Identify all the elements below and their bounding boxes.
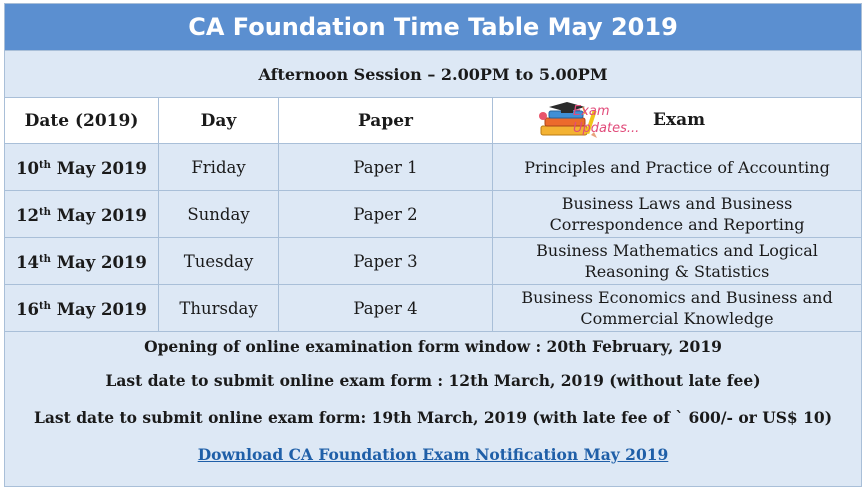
col-header-day: Day	[159, 98, 279, 144]
day-cell: Tuesday	[159, 238, 279, 285]
date-cell: 10th May 2019	[5, 144, 159, 191]
day-cell: Thursday	[159, 285, 279, 332]
date-cell: 14th May 2019	[5, 238, 159, 285]
logo-line-1: Exam	[573, 104, 610, 119]
table-row	[5, 191, 862, 238]
exam-cell: Business Laws and Business Correspondence and Reporting	[493, 191, 862, 238]
paper-cell: Paper 3	[279, 238, 493, 285]
col-header-paper: Paper	[279, 98, 493, 144]
table-title: CA Foundation Time Table May 2019	[5, 4, 862, 51]
logo-text	[573, 103, 639, 137]
logo-line-2: Updates...	[573, 121, 640, 136]
opening-date-note: Opening of online examination form window : 20th February, 2019	[144, 337, 722, 356]
table-row	[5, 144, 862, 191]
session-info: Afternoon Session – 2.00PM to 5.00PM	[5, 51, 862, 98]
paper-cell: Paper 1	[279, 144, 493, 191]
paper-cell: Paper 4	[279, 285, 493, 332]
date-cell: 12th May 2019	[5, 191, 159, 238]
col-header-date: Date (2019)	[5, 98, 159, 144]
date-cell: 16th May 2019	[5, 285, 159, 332]
exam-cell: Business Mathematics and Logical Reasoning & Statistics	[493, 238, 862, 285]
day-cell: Friday	[159, 144, 279, 191]
col-header-exam	[493, 98, 862, 144]
paper-cell: Paper 2	[279, 191, 493, 238]
timetable	[4, 3, 862, 487]
table-row	[5, 238, 862, 285]
exam-updates-logo	[501, 100, 641, 142]
notes-section	[5, 332, 862, 487]
exam-cell: Business Economics and Business and Commercial Knowledge	[493, 285, 862, 332]
last-date-late-fee-note: Last date to submit online exam form: 19th March, 2019 (with late fee of ` 600/- or US$ 10)	[33, 408, 833, 427]
download-link-row	[5, 436, 861, 473]
last-date-no-fee-note: Last date to submit online exam form : 12th March, 2019 (without late fee)	[105, 371, 761, 390]
download-notification-link[interactable]: Download CA Foundation Exam Notification May 2019	[197, 445, 669, 464]
exam-header-label: Exam	[653, 110, 706, 130]
exam-cell: Principles and Practice of Accounting	[493, 144, 862, 191]
table-row	[5, 285, 862, 332]
day-cell: Sunday	[159, 191, 279, 238]
